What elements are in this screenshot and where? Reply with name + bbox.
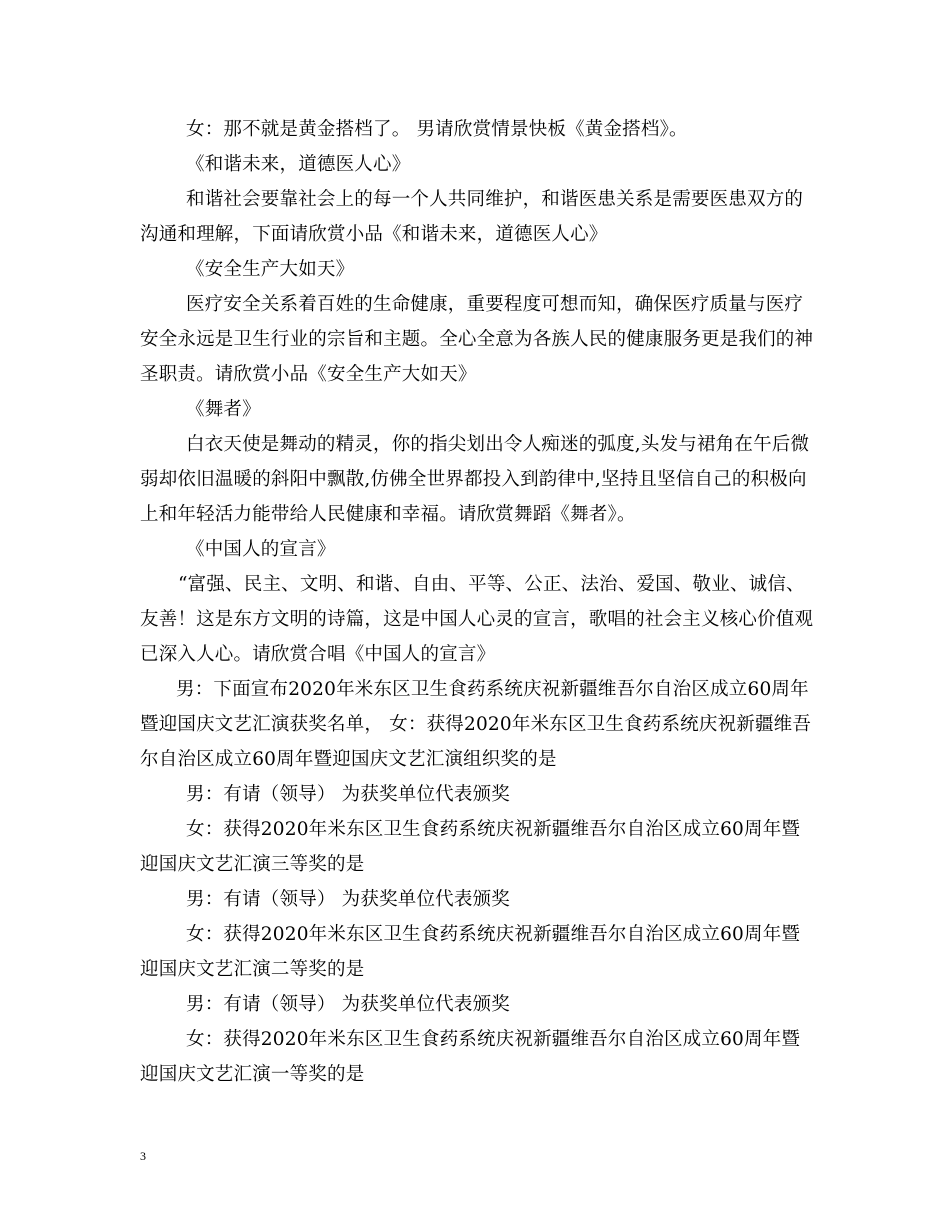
text-line: 女：获得2020年米东区卫生食药系统庆祝新疆维吾尔自治区成立60周年暨 — [186, 1029, 801, 1050]
text-line: 男：有请（领导） 为获奖单位代表颁奖 — [186, 784, 510, 805]
text-line: 尔自治区成立60周年暨迎国庆文艺汇演组织奖的是 — [140, 749, 557, 770]
text-line: 圣职责。请欣赏小品《安全生产大如天》 — [140, 364, 477, 385]
text-line: 男：有请（领导） 为获奖单位代表颁奖 — [186, 994, 510, 1015]
text-line: 弱却依旧温暖的斜阳中飘散,仿佛全世界都投入到韵律中,坚持且坚信自己的积极向 — [140, 469, 807, 490]
text-line: 女：获得2020年米东区卫生食药系统庆祝新疆维吾尔自治区成立60周年暨 — [186, 819, 801, 840]
section-title: 《安全生产大如天》 — [186, 259, 355, 280]
text-line: 暨迎国庆文艺汇演获奖名单， 女：获得2020年米东区卫生食药系统庆祝新疆维吾 — [140, 714, 812, 735]
text-line: 迎国庆文艺汇演二等奖的是 — [140, 959, 365, 980]
text-line: “富强、民主、文明、和谐、自由、平等、公正、法治、爱国、敬业、诚信、 — [178, 574, 805, 595]
text-line: 上和年轻活力能带给人民健康和幸福。请欣赏舞蹈《舞者》。 — [140, 504, 636, 525]
section-title: 《舞者》 — [186, 399, 261, 420]
text-line: 安全永远是卫生行业的宗旨和主题。全心全意为各族人民的健康服务更是我们的神 — [140, 329, 814, 350]
text-line: 迎国庆文艺汇演三等奖的是 — [140, 854, 365, 875]
text-line: 男：有请（领导） 为获奖单位代表颁奖 — [186, 889, 510, 910]
text-line: 迎国庆文艺汇演一等奖的是 — [140, 1064, 365, 1085]
text-line: 女：获得2020年米东区卫生食药系统庆祝新疆维吾尔自治区成立60周年暨 — [186, 924, 801, 945]
section-title: 《和谐未来，道德医人心》 — [186, 154, 411, 175]
text-line: 医疗安全关系着百姓的生命健康，重要程度可想而知，确保医疗质量与医疗 — [186, 294, 804, 315]
text-line: 友善！这是东方文明的诗篇，这是中国人心灵的宣言，歌唱的社会主义核心价值观 — [140, 609, 814, 630]
text-line: 男：下面宣布2020年米东区卫生食药系统庆祝新疆维吾尔自治区成立60周年 — [176, 679, 809, 700]
text-line: 沟通和理解，下面请欣赏小品《和谐未来，道德医人心》 — [140, 224, 608, 245]
text-line: 女：那不就是黄金搭档了。 男请欣赏情景快板《黄金搭档》。 — [186, 119, 688, 140]
text-line: 白衣天使是舞动的精灵，你的指尖划出令人痴迷的弧度,头发与裙角在午后微 — [186, 434, 810, 455]
page-number: 3 — [140, 1149, 146, 1163]
section-title: 《中国人的宣言》 — [186, 539, 336, 560]
text-line: 和谐社会要靠社会上的每一个人共同维护，和谐医患关系是需要医患双方的 — [186, 189, 804, 210]
text-line: 已深入人心。请欣赏合唱《中国人的宣言》 — [140, 644, 496, 665]
